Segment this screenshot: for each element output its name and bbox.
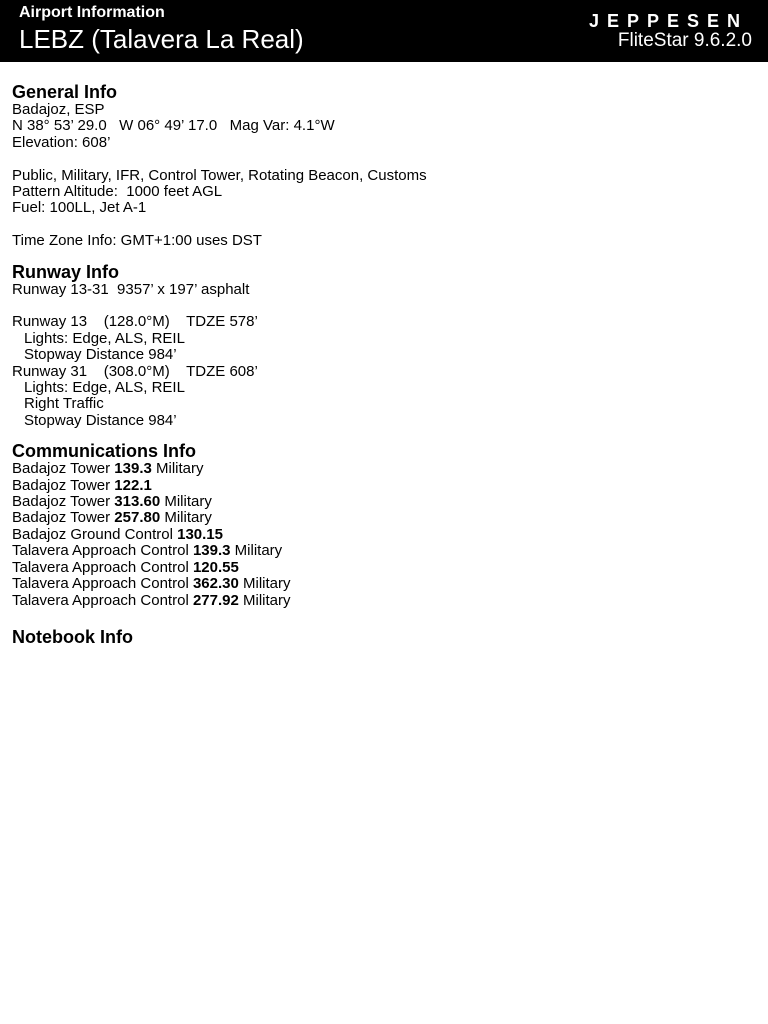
frequency: 139.3 — [192, 542, 231, 560]
main-content — [12, 82, 752, 647]
comm-item: Badajoz Tower 122.1 — [12, 476, 152, 494]
runway-31-stopway: Stopway Distance 984’ — [24, 411, 177, 429]
general-info-section — [12, 82, 752, 250]
frequency: 120.55 — [192, 558, 239, 576]
frequency: 277.92 — [192, 591, 239, 609]
frequency: 313.60 — [114, 493, 161, 511]
header-label: Airport Information — [19, 4, 165, 21]
elevation-text: Elevation: 608’ — [12, 133, 111, 151]
runway-13-text: Runway 13 (128.0°M) TDZE 578’ — [12, 313, 258, 331]
runway-31-text: Runway 31 (308.0°M) TDZE 608’ — [12, 362, 258, 380]
frequency: 257.80 — [114, 509, 161, 527]
comm-item: Badajoz Tower 139.3 Military — [12, 460, 204, 478]
comm-item: Badajoz Tower 313.60 Military — [12, 493, 212, 511]
runway-info-heading: Runway Info — [12, 261, 119, 282]
runway-13-lights: Lights: Edge, ALS, REIL — [24, 329, 185, 347]
fuel-text: Fuel: 100LL, Jet A-1 — [12, 199, 147, 217]
comm-item: Badajoz Ground Control 130.15 — [12, 525, 223, 543]
attributes-text: Public, Military, IFR, Control Tower, Rotating Beacon, Customs — [12, 166, 427, 184]
comm-item: Badajoz Tower 257.80 Military — [12, 509, 212, 527]
runway-info-section — [12, 262, 752, 430]
runway-summary-text: Runway 13-31 9357’ x 197’ asphalt — [12, 280, 250, 298]
frequency: 122.1 — [114, 476, 152, 494]
page-title: LEBZ (Talavera La Real) — [19, 24, 304, 54]
comm-list — [12, 461, 752, 609]
runway-13-stopway: Stopway Distance 984’ — [24, 346, 177, 364]
runway-31-lights: Lights: Edge, ALS, REIL — [24, 379, 185, 397]
communications-info-heading: Communications Info — [12, 441, 196, 462]
location-text: Badajoz, ESP — [12, 101, 105, 118]
comm-item: Talavera Approach Control 120.55 — [12, 558, 239, 576]
comm-item: Talavera Approach Control 139.3 Military — [12, 542, 283, 560]
pattern-altitude-text: Pattern Altitude: 1000 feet AGL — [12, 183, 223, 201]
brand-logo: JEPPESEN — [588, 11, 748, 31]
comm-item: Talavera Approach Control 277.92 Military — [12, 591, 291, 609]
frequency: 130.15 — [177, 525, 223, 543]
timezone-text: Time Zone Info: GMT+1:00 uses DST — [12, 232, 262, 250]
frequency: 139.3 — [114, 460, 152, 478]
comm-item: Talavera Approach Control 362.30 Military — [12, 575, 291, 593]
runway-31-traffic: Right Traffic — [24, 395, 104, 413]
coordinates-text: N 38° 53’ 29.0 W 06° 49’ 17.0 Mag Var: 4.1°W — [12, 117, 335, 135]
general-info-heading: General Info — [12, 82, 118, 102]
app-version: FliteStar 9.6.2.0 — [617, 30, 752, 51]
header-bar — [0, 0, 768, 62]
notebook-info-heading: Notebook Info — [12, 626, 133, 647]
notebook-info-section — [12, 627, 752, 647]
communications-info-section — [12, 441, 752, 609]
frequency: 362.30 — [192, 575, 239, 593]
